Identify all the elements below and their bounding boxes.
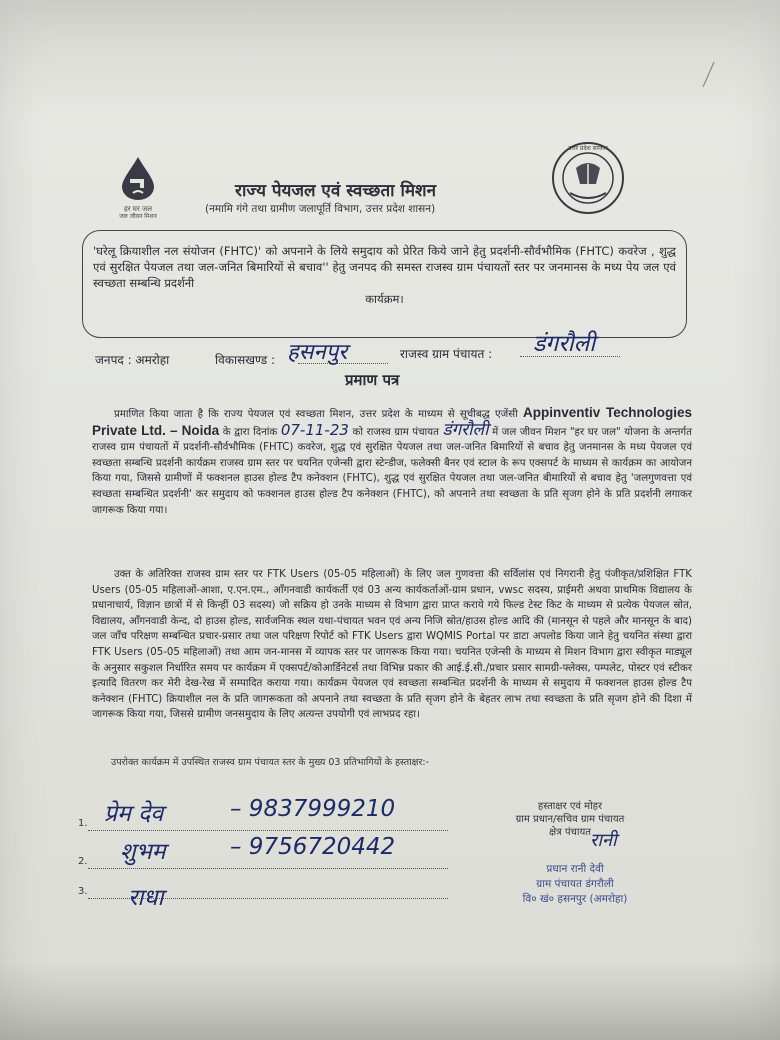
participant-1-name: प्रेम देव xyxy=(104,801,164,827)
stamp-line1: प्रधान रानी देवी xyxy=(546,863,604,875)
participant-3-name: राधा xyxy=(128,885,164,911)
logo-text-1: हर घर जल xyxy=(124,205,152,213)
para1-part1: प्रमाणित किया जाता है कि राज्य पेयजल एवं स्वच्छता मिशन, उत्तर प्रदेश के माध्यम से सूचीबद्ध एजेंसी xyxy=(114,409,518,420)
agency-name: Appinventiv Technologies Private Ltd. – Noida xyxy=(92,405,692,438)
participant-2-phone: – 9756720442 xyxy=(230,834,396,860)
para1-part4: में जल जीवन मिशन "हर घर जल" योजना के अन्तर्गत राजस्व ग्राम पंचायतों में प्रदर्शनी-सौर्वभौमिक (FHTC) कवरेज, शुद्ध एवं सुरक्षित पेयजल तथा जल-जनित बिमारियों से बचाव हेतु जनमानस के मध्य पेयजल एवं स्वच्छता सम्बन्धि प्रदर्शनी कार्यक्रम राजस्व ग्राम स्तर पर चयनित एजेन्सी द्वारा स्टेन्डीज, फलेक्सी बैनर एवं स्टाल के रूप एक्सपर्ट के माध्यम से कार्यक्रम का आयोजन किया गया, जिससे ग्रामीणों में फक्शनल हाउस होल्ड टैप कनेक्शन (FHTC), शुद्ध एवं सुरक्षित पेयजल तथा जल-जनित बीमारियों से बचाव हेतु 'जलगुणवत्ता एवं स्वच्छता सम्बन्धित प्रदर्शनी' कर समुदाय को फक्शनल हाउस होल्ड टैप कनेक्शन (FHTC), को अपनाने तथा स्वच्छता के प्रति सृजग होने के प्रति प्रदर्शनी लगाकर जागरूक किया गया। xyxy=(92,426,692,516)
participants-heading: उपरोक्त कार्यक्रम में उपस्थित राजस्व ग्राम पंचायत स्तर के मुख्य 03 प्रतिभागियों के हस्ताक्षर:- xyxy=(111,757,429,768)
block-handwritten-value: हसनपुर xyxy=(287,340,348,365)
paragraph-2: उक्त के अतिरिक्त राजस्व ग्राम स्तर पर FTK Users (05-05 महिलाओं) के लिए जल गुणवत्ता की सर्विलांस एवं निगरानी हेतु पंजीकृत/प्रशिक्षित FTK Users (05-05 महिलाओं-आशा, ए.एन.एम., आँगनवाडी कार्यकर्ती एवं 03 अन्य कार्यकर्ताओं-ग्राम प्रधान, vwsc सदस्य, प्राईमरी अथवा प्राथमिक विद्यालय के प्रधानाचार्य, विज्ञान छात्रों में से किन्हीं 03 सदस्य) जो सक्रिय हो उनके माध्यम से विभाग द्वारा प्राप्त कराये गये फिल्ड टेस्ट किट के माध्यम से प्रत्येक पेयजल स्रोत, विद्यालय, आँगनवाडी केन्द, दो हाउस होल्ड, सार्वजनिक स्थल यथा-पंचायत भवन एवं अन्य निजि स्रोत/हाउस होल्ड आदि की (मानसून से पहले और मानसून के बाद) जल जाँच परिक्षण सम्बन्धित प्रचार-प्रसार तथा जल परिक्षण रिपोर्ट को FTK Users द्वारा WQMIS Portal पर डाटा अपलोड किया जाने हेतु चयनित संस्था द्वारा FTK Users (05-05 महिलाओं) तथा आम जन-मानस में व्यापक स्तर पर जागरूक किया गया। चयनित एजेन्सी के माध्यम से मिशन विभाग द्वारा स्वीकृत माड्यूल के अनुसार सकुशल निर्धारित समय पर कार्यक्रम में एक्सपर्ट/कोआर्डिनेटर्स तथा विभिन्न प्रकार की आई.ई.सी./प्रचार प्रसार सामग्री-फ्लेक्स, पम्पलेट, पोस्टर एवं स्टीकर इत्यादि वितरण कर मेरी देख-रेख में सम्पादित कराया गया। कार्यक्रम पेयजल एवं स्वच्छता सम्बन्धित प्रदर्शनी के माध्यम से समुदाय में फक्शनल हाउस होल्ड टैप कनेक्शन (FHTC) क्रियाशील नल के प्रति जागरूकता को अपनाने तथा स्वच्छता के प्रति सृजग होने के बेहतर लाभ तथा स्वच्छता के प्रति सृजग होने की दिशा में जागरूक किया गया, जिससे ग्रामीण जनसमुदाय के लिए अत्यन्त उपयोगी एवं लाभप्रद रहा। xyxy=(92,569,692,721)
up-government-emblem-icon xyxy=(548,138,628,218)
gram-handwritten-value: डंगरौली xyxy=(533,331,596,357)
participant-2-name: शुभम xyxy=(120,839,166,865)
notice-last-line: कार्यक्रम। xyxy=(365,292,404,306)
handwritten-signature: रानी xyxy=(590,830,617,851)
logo-text-2: जल जीवन मिशन xyxy=(119,213,157,220)
block-label: विकासखण्ड : xyxy=(215,353,276,367)
stamp-line3: वि० खं० हसनपुर (अमरोहा) xyxy=(522,893,628,905)
har-ghar-jal-logo xyxy=(108,155,168,225)
handwritten-date: 07-11-23 xyxy=(280,420,349,439)
participant-2-number: 2. xyxy=(78,856,88,867)
notice-box xyxy=(82,230,687,338)
para1-part2: के द्वारा दिनांक xyxy=(222,426,278,438)
stamp-line2: ग्राम पंचायत डंगरौली xyxy=(536,878,614,890)
shadow-top xyxy=(0,0,780,120)
district-field: जनपद : अमरोहा xyxy=(95,353,170,367)
document-title: राज्य पेयजल एवं स्वच्छता मिशन xyxy=(235,181,437,201)
signature-label-line3: क्षेत्र पंचायत xyxy=(549,827,591,838)
official-stamp xyxy=(505,862,645,907)
svg-text:उत्तर प्रदेश सरकार: उत्तर प्रदेश सरकार xyxy=(568,145,608,152)
para1-part3: को राजस्व ग्राम पंचायत xyxy=(352,426,439,438)
shadow-bottom xyxy=(0,960,780,1040)
handwritten-gram: डंगरौली xyxy=(442,419,489,440)
notice-text: 'घरेलू क्रियाशील नल संयोजन (FHTC)' को अपनाने के लिये समुदाय को प्रेरित किये जाने हेतु प्रदर्शनी-सौर्वभौमिक (FHTC) कवरेज , शुद्ध एवं सुरक्षित पेयजल तथा जल-जनित बिमारियों से बचाव'' हेतु जनपद की समस्त राजस्व ग्राम पंचायतों स्तर पर जनमानस के मध्य पेय जल एवं स्वच्छता सम्बन्धि प्रदर्शनी xyxy=(93,244,676,290)
document-subtitle: (नमामि गंगे तथा ग्रामीण जलापूर्ति विभाग, उत्तर प्रदेश शासन) xyxy=(205,203,436,215)
participant-3-number: 3. xyxy=(78,886,88,897)
participant-1-phone: – 9837999210 xyxy=(230,796,396,822)
pin-mark-icon xyxy=(700,60,716,90)
certificate-title: प्रमाण पत्र xyxy=(345,371,400,389)
signature-label-line1: हस्ताक्षर एवं मोहर xyxy=(537,801,603,812)
participant-1-number: 1. xyxy=(78,818,88,829)
water-drop-icon xyxy=(108,155,168,201)
paragraph-1 xyxy=(92,405,692,518)
gram-panchayat-label: राजस्व ग्राम पंचायत : xyxy=(400,347,493,361)
signature-label-line2: ग्राम प्रधान/सचिव ग्राम पंचायत xyxy=(515,814,625,825)
